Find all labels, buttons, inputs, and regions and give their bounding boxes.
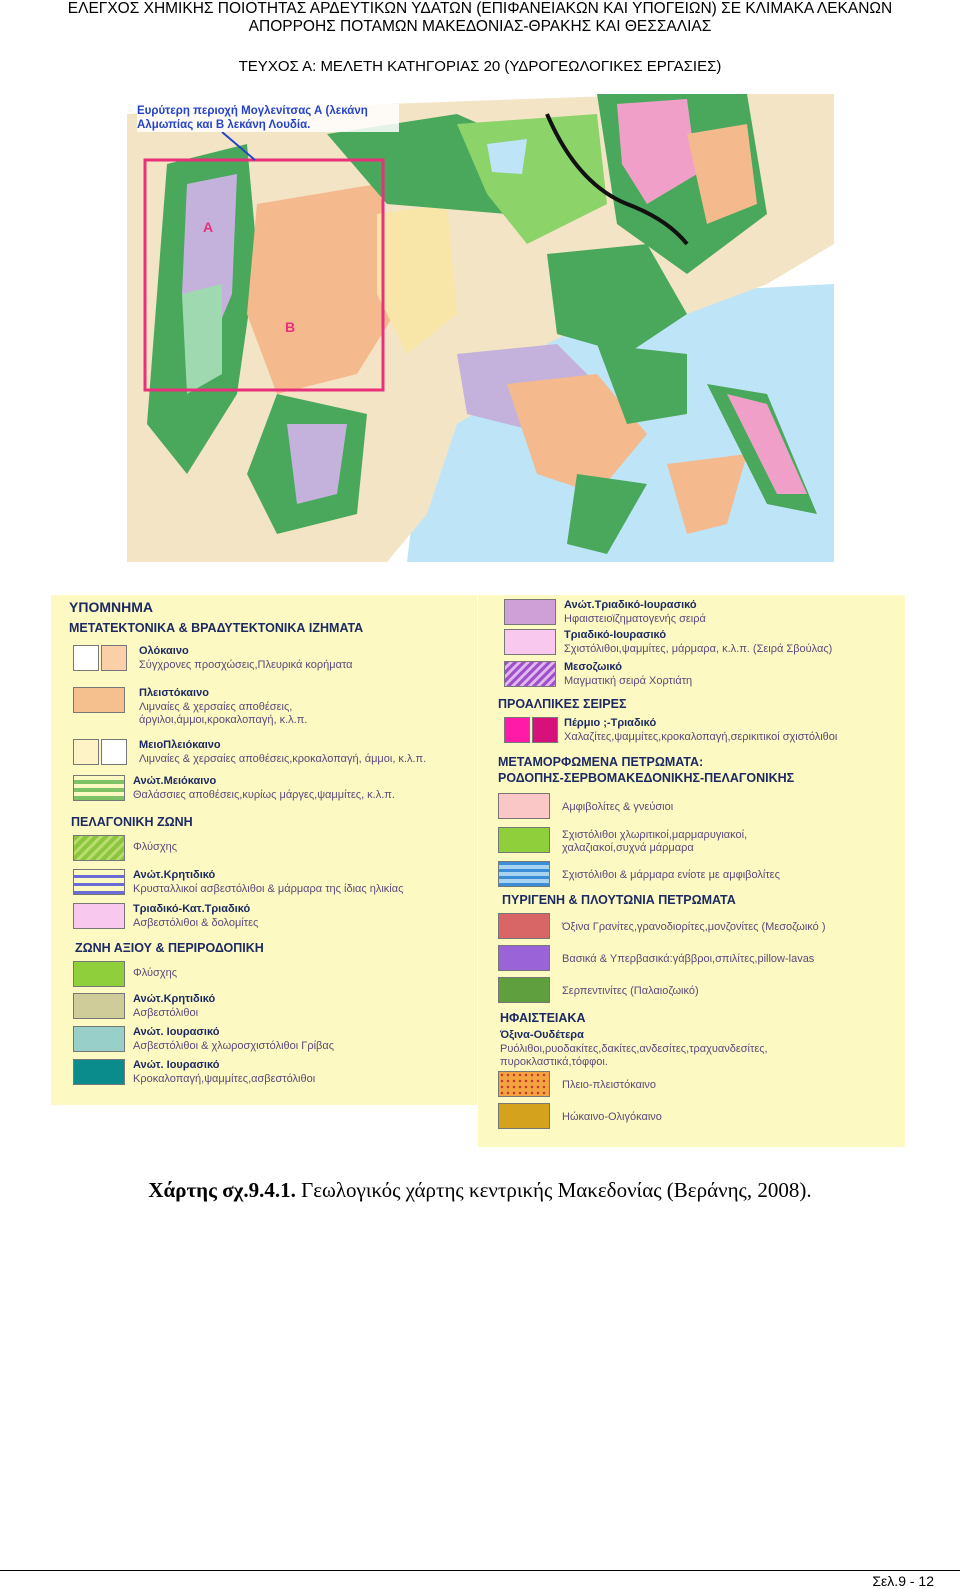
legend-entry-desc: Βασικά & Υπερβασικά:γάββροι,σπιλίτες,pillow-lavas xyxy=(562,953,815,965)
legend-entry-desc: χαλαζιακοί,συχνά μάρμαρα xyxy=(562,842,694,854)
legend-swatch xyxy=(73,835,125,861)
legend-swatch xyxy=(73,1059,125,1085)
legend-entry-desc: Ασβεστόλιθοι xyxy=(133,1007,199,1019)
legend-swatch xyxy=(504,717,530,743)
legend-swatch xyxy=(504,661,556,687)
legend-section-pelagonian: ΠΕΛΑΓΟΝΙΚΗ ΖΩΝΗ xyxy=(71,815,193,829)
legend-right-panel xyxy=(478,595,905,1147)
legend-entry-desc: Σχιστόλιθοι χλωριτικοί,μαρμαρυγιακοί, xyxy=(562,829,748,841)
legend-entry-pel-triassic xyxy=(73,903,473,943)
legend-entry-title: ΜειοΠλειόκαινο xyxy=(139,739,221,751)
legend-section-igneous: ΠΥΡΙΓΕΝΗ & ΠΛΟΥΤΩΝΙΑ ΠΕΤΡΩΜΑΤΑ xyxy=(502,893,736,907)
legend-left-panel xyxy=(51,595,477,1105)
header-line-1: ΕΛΕΓΧΟΣ ΧΗΜΙΚΗΣ ΠΟΙΟΤΗΤΑΣ ΑΡΔΕΥΤΙΚΩΝ ΥΔΑΤΩΝ (ΕΠΙΦΑΝΕΙΑΚΩΝ ΚΑΙ ΥΠΟΓΕΙΩΝ) ΣΕ ΚΛΙΜΑΚΑ ΛΕΚΑΝΩΝ xyxy=(67,0,893,17)
legend-entry-title: Ανώτ.Μειόκαινο xyxy=(133,775,217,787)
figure-caption xyxy=(0,1178,960,1203)
legend-swatch xyxy=(73,775,125,801)
legend-swatch xyxy=(504,599,556,625)
legend-swatch xyxy=(73,903,125,929)
legend-swatch xyxy=(73,687,125,713)
legend-entry-title: Ανώτ. Ιουρασικό xyxy=(133,1026,220,1038)
legend-swatch xyxy=(504,629,556,655)
map-annotation: Ευρύτερη περιοχή Μογλενίτσας Α (λεκάνη Αλμωπίας και Β λεκάνη Λουδία. xyxy=(137,104,399,132)
legend-swatch xyxy=(498,945,550,971)
legend-section-axios: ΖΩΝΗ ΑΞΙΟΥ & ΠΕΡΙΡΟΔΟΠΙΚΗ xyxy=(75,941,264,955)
legend-entry-desc: Ασβεστόλιθοι & δολομίτες xyxy=(133,917,259,929)
figure-caption-label: Χάρτης σχ.9.4.1. xyxy=(148,1178,296,1202)
legend-swatch xyxy=(498,827,550,853)
legend-swatch xyxy=(73,993,125,1019)
legend-entry-upper-miocene xyxy=(73,775,473,815)
legend-entry-desc: Σύγχρονες προσχώσεις,Πλευρικά κορήματα xyxy=(139,659,353,671)
map-label-a: Α xyxy=(203,219,214,235)
legend-entry-desc: Φλύσχης xyxy=(133,967,178,979)
legend-swatch xyxy=(101,645,127,671)
legend-swatch xyxy=(101,739,127,765)
page-number: Σελ.9 - 12 xyxy=(872,1573,934,1589)
legend-entry-title: Τριαδικό-Κατ.Τριαδικό xyxy=(133,903,251,915)
legend-entry-title: Τριαδικό-Ιουρασικό xyxy=(564,629,667,641)
legend-section-metamorphic-2: ΡΟΔΟΠΗΣ-ΣΕΡΒΟΜΑΚΕΔΟΝΙΚΗΣ-ΠΕΛΑΓΟΝΙΚΗΣ xyxy=(498,771,795,785)
legend-swatch xyxy=(498,977,550,1003)
map-unit-lake xyxy=(487,139,527,174)
legend-swatch xyxy=(73,645,99,671)
legend-entry-desc: Όξινα Γρανίτες,γρανοδιορίτες,μονζονίτες (Μεσοζωικό ) xyxy=(562,921,826,933)
legend-entry-desc: Λιμναίες & χερσαίες αποθέσεις, xyxy=(139,701,293,713)
legend-entry-ax-jurassic-2 xyxy=(73,1059,473,1099)
legend-entry-title: Ανώτ.Κρητιδικό xyxy=(133,993,216,1005)
legend-entry-title: Πέρμιο ;-Τριαδικό xyxy=(564,717,657,729)
legend-entry-desc: άργιλοι,άμμοι,κροκαλοπαγή, κ.λ.π. xyxy=(139,714,308,726)
legend-entry-desc: Σερπεντινίτες (Παλαιοζωικό) xyxy=(562,985,699,997)
legend-swatch xyxy=(73,869,125,895)
legend-volcanic-acid-desc-1: Ρυόλιθοι,ρυοδακίτες,δακίτες,ανδεσίτες,τραχυανδεσίτες, xyxy=(500,1043,768,1055)
header-line-2: ΑΠΟΡΡΟΗΣ ΠΟΤΑΜΩΝ ΜΑΚΕΔΟΝΙΑΣ-ΘΡΑΚΗΣ ΚΑΙ ΘΕΣΣΑΛΙΑΣ xyxy=(248,18,712,35)
geological-map xyxy=(127,94,834,562)
legend-entry-desc: Θαλάσσιες αποθέσεις,κυρίως μάργες,ψαμμίτες, κ.λ.π. xyxy=(133,789,395,801)
legend-title: ΥΠΟΜΝΗΜΑ xyxy=(69,599,153,615)
legend-entry-desc: Κροκαλοπαγή,ψαμμίτες,ασβεστόλιθοι xyxy=(133,1073,316,1085)
legend-entry-title: Ανώτ.Τριαδικό-Ιουρασικό xyxy=(564,599,697,611)
legend-entry-permian xyxy=(504,717,904,757)
legend-swatch xyxy=(73,1026,125,1052)
legend-swatch xyxy=(73,739,99,765)
legend-entry-desc: Αμφιβολίτες & γνεύσιοι xyxy=(562,801,674,813)
legend-volcanic-acid-title: Όξινα-Ουδέτερα xyxy=(500,1029,584,1041)
legend-swatch xyxy=(532,717,558,743)
legend-entry-eocene-oligocene xyxy=(498,1103,898,1143)
legend-section-prealpine: ΠΡΟΑΛΠΙΚΕΣ ΣΕΙΡΕΣ xyxy=(498,697,627,711)
legend-entry-holocene xyxy=(73,645,473,685)
legend-swatch xyxy=(498,1103,550,1129)
legend-entry-desc: Κρυσταλλικοί ασβεστόλιθοι & μάρμαρα της ίδιας ηλικίας xyxy=(133,883,404,895)
legend-section-post-tectonic: ΜΕΤΑΤΕΚΤΟΝΙΚΑ & ΒΡΑΔΥΤΕΚΤΟΝΙΚΑ ΙΖΗΜΑΤΑ xyxy=(69,621,364,635)
legend-swatch xyxy=(498,861,550,887)
geological-map-graphic xyxy=(127,94,834,562)
figure-caption-text: Γεωλογικός χάρτης κεντρικής Μακεδονίας (Βεράνης, 2008). xyxy=(295,1178,812,1202)
legend-entry-miopliocene xyxy=(73,739,473,779)
legend-section-volcanic: ΗΦΑΙΣΤΕΙΑΚΑ xyxy=(500,1011,586,1025)
map-label-b: Β xyxy=(285,319,296,335)
legend-entry-desc: Ασβεστόλιθοι & χλωροσχιστόλιθοι Γρίβας xyxy=(133,1040,335,1052)
legend-entry-desc: Πλειο-πλειστόκαινο xyxy=(562,1079,657,1091)
legend-entry-desc: Φλύσχης xyxy=(133,841,178,853)
legend-entry-desc: Χαλαζίτες,ψαμμίτες,κροκαλοπαγή,σερικιτικοί σχιστόλιθοι xyxy=(564,731,838,743)
legend-entry-title: Μεσοζωικό xyxy=(564,661,622,673)
legend-entry-pleistocene xyxy=(73,687,473,727)
legend-entry-desc: Ηφαιστειοϊζηματογενής σειρά xyxy=(564,613,706,625)
legend-entry-desc: Ηώκαινο-Ολιγόκαινο xyxy=(562,1111,662,1123)
legend-section-metamorphic-1: ΜΕΤΑΜΟΡΦΩΜΕΝΑ ΠΕΤΡΩΜΑΤΑ: xyxy=(498,755,704,769)
footer-divider xyxy=(0,1570,960,1571)
legend-volcanic-acid-desc-2: πυροκλαστικά,τόφφοι. xyxy=(500,1056,608,1068)
legend-entry-desc: Μαγματική σειρά Χορτιάτη xyxy=(564,675,693,687)
legend-entry-title: Ανώτ.Κρητιδικό xyxy=(133,869,216,881)
header-line-3: ΤΕΥΧΟΣ Α: ΜΕΛΕΤΗ ΚΑΤΗΓΟΡΙΑΣ 20 (ΥΔΡΟΓΕΩΛΟΓΙΚΕΣ ΕΡΓΑΣΙΕΣ) xyxy=(238,58,722,75)
legend-swatch xyxy=(498,793,550,819)
legend-swatch xyxy=(498,1071,550,1097)
legend-entry-title: Πλειστόκαινο xyxy=(139,687,209,699)
legend-swatch xyxy=(73,961,125,987)
legend-entry-title: Ανώτ. Ιουρασικό xyxy=(133,1059,220,1071)
legend-entry-title: Ολόκαινο xyxy=(139,645,189,657)
legend-entry-desc: Λιμναίες & χερσαίες αποθέσεις,κροκαλοπαγή, άμμοι, κ.λ.π. xyxy=(139,753,427,765)
legend-entry-mesozoic xyxy=(504,661,904,701)
legend-entry-desc: Σχιστόλιθοι & μάρμαρα ενίοτε με αμφιβολίτες xyxy=(562,869,780,881)
legend-entry-desc: Σχιστόλιθοι,ψαμμίτες, μάρμαρα, κ.λ.π. (Σειρά Σβούλας) xyxy=(564,643,833,655)
legend-swatch xyxy=(498,913,550,939)
